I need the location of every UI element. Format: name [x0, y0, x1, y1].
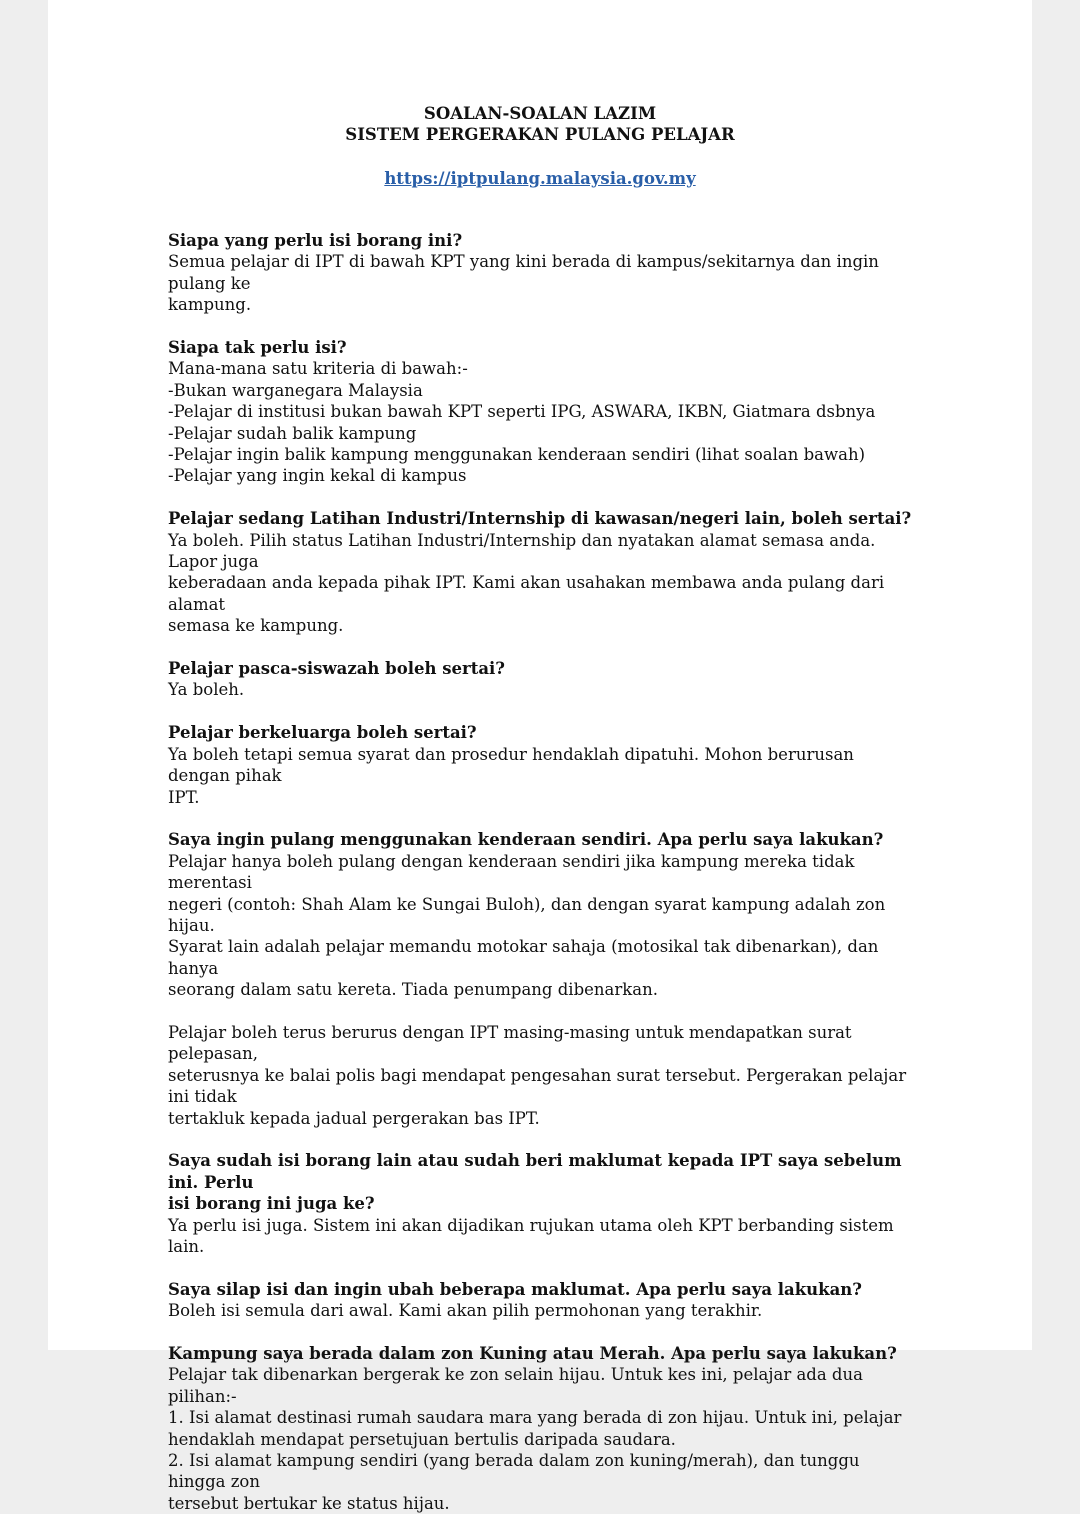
faq-answer-paragraph-2: Pelajar boleh terus berurus dengan IPT masing-masing untuk mendapatkan surat pelepasan, seterusnya ke balai polis bagi mendapat pengesahan surat tersebut. Pergerakan pelajar ini tidak tertakluk kepada jadual pergerakan bas IPT. [168, 1022, 907, 1128]
faq-question: Saya silap isi dan ingin ubah beberapa maklumat. Apa perlu saya lakukan? [168, 1279, 862, 1299]
faq-item [168, 230, 920, 316]
faq-item [168, 829, 920, 1129]
faq-answer: Ya boleh. [168, 680, 245, 700]
faq-answer: Pelajar hanya boleh pulang dengan kenderaan sendiri jika kampung mereka tidak merentasi negeri (contoh: Shah Alam ke Sungai Buloh), dan dengan syarat kampung adalah zon hijau. Syarat lain adalah pelajar memandu motokar sahaja (motosikal tak dibenarkan), dan hanya seorang dalam satu kereta. Tiada penumpang dibenarkan. [168, 851, 886, 1000]
faq-question: Kampung saya berada dalam zon Kuning atau Merah. Apa perlu saya lakukan? [168, 1343, 897, 1363]
faq-question: Siapa tak perlu isi? [168, 338, 347, 358]
faq-answer: Mana-mana satu kriteria di bawah:- -Bukan warganegara Malaysia -Pelajar di institusi bukan bawah KPT seperti IPG, ASWARA, IKBN, Giatmara dsbnya -Pelajar sudah balik kampung -Pelajar ingin balik kampung menggunakan kenderaan sendiri (lihat soalan bawah) -Pelajar yang ingin kekal di kampus [168, 359, 876, 486]
faq-question: Saya ingin pulang menggunakan kenderaan sendiri. Apa perlu saya lakukan? [168, 830, 884, 850]
faq-list [168, 230, 920, 1514]
document-title: SOALAN-SOALAN LAZIM [423, 104, 657, 123]
faq-question: Pelajar pasca-siswazah boleh sertai? [168, 659, 505, 679]
faq-item [168, 722, 920, 808]
faq-question: Pelajar berkeluarga boleh sertai? [168, 723, 477, 743]
document-subtitle: SISTEM PERGERAKAN PULANG PELAJAR [345, 125, 735, 144]
faq-answer: Semua pelajar di IPT di bawah KPT yang kini berada di kampus/sekitarnya dan ingin pulang ke kampung. [168, 252, 879, 315]
faq-answer: Ya perlu isi juga. Sistem ini akan dijadikan rujukan utama oleh KPT berbanding sistem lain. [168, 1215, 894, 1256]
faq-question: Siapa yang perlu isi borang ini? [168, 231, 463, 250]
faq-answer: Pelajar tak dibenarkan bergerak ke zon selain hijau. Untuk kes ini, pelajar ada dua pilihan:- 1. Isi alamat destinasi rumah saudara mara yang berada di zon hijau. Untuk ini, pelajar hendaklah mendapat persetujuan bertulis daripada saudara. 2. Isi alamat kampung sendiri (yang berada dalam zon kuning/merah), dan tunggu hingga zon tersebut bertukar ke status hijau. [168, 1365, 902, 1513]
faq-answer: Boleh isi semula dari awal. Kami akan pilih permohonan yang terakhir. [168, 1301, 763, 1321]
faq-item [168, 508, 920, 636]
document-page [48, 0, 1032, 1513]
faq-question: Saya sudah isi borang lain atau sudah beri maklumat kepada IPT saya sebelum ini. Perlu isi borang ini juga ke? [168, 1151, 902, 1214]
faq-item [168, 1279, 920, 1322]
faq-answer: Ya boleh. Pilih status Latihan Industri/Internship dan nyatakan alamat semasa anda. Lapor juga keberadaan anda kepada pihak IPT. Kami akan usahakan membawa anda pulang dari alamat semasa ke kampung. [168, 530, 885, 636]
faq-item [168, 1150, 920, 1257]
faq-item [168, 337, 920, 487]
faq-item [168, 658, 920, 701]
website-link-row [48, 168, 1032, 189]
faq-answer: Ya boleh tetapi semua syarat dan prosedur hendaklah dipatuhi. Mohon berurusan dengan pihak IPT. [168, 744, 854, 807]
website-link[interactable]: https://iptpulang.malaysia.gov.my [384, 169, 696, 188]
faq-question: Pelajar sedang Latihan Industri/Internship di kawasan/negeri lain, boleh sertai? [168, 509, 912, 529]
faq-item [168, 1343, 920, 1514]
